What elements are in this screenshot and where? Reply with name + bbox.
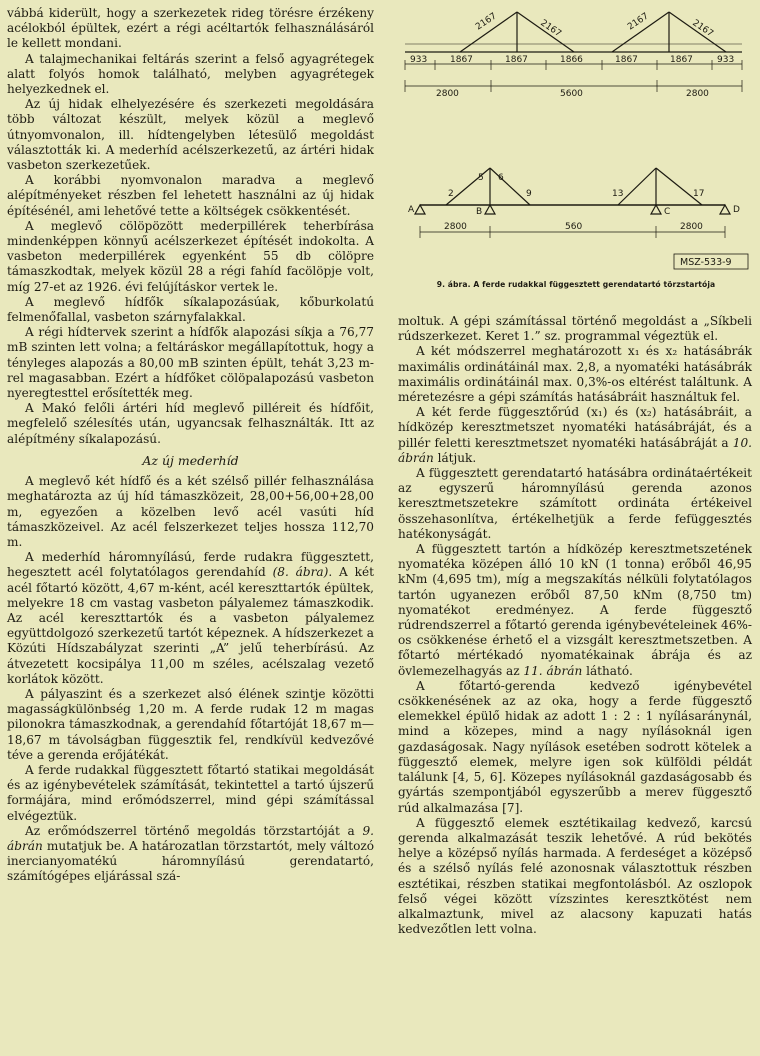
paragraph: A meglevő hídfők síkalapozásúak, kőburkolatú felmenőfallal, vasbeton szárnyfalakkal. [7, 294, 374, 325]
paragraph: A Makó felőli ártéri híd meglevő pilléreit és hídfőit, megfelelő szélesítés után, ugyancsak felhasználták. Itt az alépítmény síkalapozású. [7, 401, 374, 446]
figure-9-diagram [390, 0, 760, 300]
paragraph [398, 542, 752, 679]
dim-label: 1866 [560, 55, 583, 65]
dim-label: 1867 [505, 55, 528, 65]
node-number: 17 [693, 189, 705, 199]
paragraph: vábbá kiderült, hogy a szerkezetek rideg törésre érzékeny acélokból épültek, ezért a régi acéltartók felhasználásáról le kellett mondani. [7, 6, 374, 51]
node-number: 9 [526, 189, 532, 199]
text-run: látjuk. [433, 450, 477, 465]
figure-reference: 9. ábrán [7, 823, 374, 853]
node-number: 2 [448, 189, 454, 199]
support-label: D [733, 205, 740, 215]
support-symbol [720, 205, 730, 214]
text-run: . A két acél főtartó között, 4,67 m-ként, acél kereszttartók épültek, melyekre 18 cm vastag vasbeton pályalemez támaszkodik. Az acél kereszttartók és a vasbeton pályalemez együttdolgozó szerkezetű tartót képeznek. A hídszerkezet a Közúti Hídszabályzat szerinti „A” jelű teherbírású. Az átvezetett kocsipálya 11,00 m széles, acélszalag vezető korlátok között. [7, 565, 374, 686]
support-symbol [651, 205, 661, 214]
dim-label: 933 [717, 55, 735, 65]
paragraph: A főtartó-gerenda kedvező igénybevétel csökkenésének az az oka, hogy a ferde függesztő elemekkel épülő hidak az adott 1 : 2 : 1 nyílásaránynál, mind a közepes, mind a nagy nyílásoknál igen gazdaságosak. Nagy nyílások esetében sodrott kötelek a függesztő elemek, melyre igen sok külföldi példát találunk [4, 5, 6]. Közepes nyílásoknál gazdaságosabb és gyártás szempontjából egyszerűbb a merev függesztő rúd alkalmazása [7]. [398, 678, 752, 815]
text-run: mutatjuk be. A határozatlan törzstartót, mely változó inercianyomatékú háromnyílású gerendatartó, számítógépes eljárással szá- [7, 838, 374, 884]
paragraph: A függesztett gerendatartó hatásábra ordinátaértékeit az egyszerű háromnyílású gerenda azonos keresztmetszetekre számított ordináta értékeivel összehasonlítva, értékelhetjük a ferde fefüggesztés hatékonyságát. [398, 466, 752, 541]
dim-label: 2167 [690, 18, 715, 40]
support-label: B [476, 207, 483, 217]
dim-label: 2167 [538, 18, 563, 40]
dim-label: 1867 [450, 55, 473, 65]
dim-label: 5600 [560, 89, 583, 99]
paragraph: Az új hidak elhelyezésére és szerkezeti megoldására több változat készült, melyek közül a meglevő útnyomvonalon, ill. hídtengelyben létesülő megoldást választották ki. A mederhíd acélszerkezetű, az ártéri hidak vasbeton szerkezetűek. [7, 97, 374, 173]
paragraph [7, 824, 374, 885]
dim-label: 1867 [670, 55, 693, 65]
dim-label: 2800 [436, 89, 459, 99]
text-run: látható. [582, 663, 633, 678]
paragraph: A régi hídtervek szerint a hídfők alapozási síkja a 76,77 mB szinten lett volna; a feltáráskor megállapítottuk, hogy a tényleges alapozás a 80,00 mB szinten épült, tehát 3,23 m-rel magasabban. Ezért a hídfőket cölöpalapozású vasbeton nyeregtesttel erősítették meg. [7, 325, 374, 401]
dim-label: 933 [410, 55, 428, 65]
section-heading: Az új mederhíd [142, 452, 239, 468]
paragraph: A pályaszint és a szerkezet alsó élének szintje közötti magasságkülönbség 1,20 m. A ferde rudak 12 m magas pilonokra támaszkodnak, a gerendahíd főtartóját 18,67 m—18,67 m távolságban függesztik fel, rendkívül kedvezővé téve a gerenda erőjátékát. [7, 686, 374, 762]
figure-reference: (8. ábra) [272, 565, 329, 580]
support-symbol [485, 205, 495, 214]
hanger-rod [656, 168, 705, 205]
dim-label: 2800 [686, 89, 709, 99]
hanger-rod [517, 12, 574, 52]
support-label: A [408, 205, 415, 215]
paragraph: moltuk. A gépi számítással történő megoldást a „Síkbeli rúdszerkezet. Keret 1.” sz. programmal végeztük el. [398, 314, 752, 344]
dim-label: 2167 [626, 11, 651, 33]
dim-label: 2167 [474, 11, 499, 33]
paragraph [7, 550, 374, 687]
structural-drawing [390, 0, 760, 280]
text-run: A függesztett tartón a hídközép keresztmetszetének nyomatéka középen álló 10 kN (1 tonna) erőből 46,95 kNm (4,695 tm), míg a megszakítás nélküli folytatólagos tartón ugyanezen erőből 87,50 kNm (8,750 tm) nyomatékot eredményez. A ferde függesztő rúdrendszerrel a főtartó gerenda igénybevételeinek 46%-os csökkenése érhető el a vizsgált keresztmetszetben. A főtartó mértékadó nyomatékainak ábrája és az övlemezelhagyás az [398, 542, 752, 678]
support-label: C [664, 207, 671, 217]
paragraph: A két módszerrel meghatározott x₁ és x₂ hatásábrák maximális ordinátáinál max. 2,8, a nyomatéki hatásábrák maximális ordinátáinál max. 0,3%-os eltérést találtunk. A méretezésre a gépi számítás hatásábráit használtuk fel. [398, 344, 752, 405]
node-number: 5 [478, 173, 484, 183]
dim-label: 560 [565, 222, 583, 232]
dim-label: 1867 [615, 55, 638, 65]
stamp-label: MSZ-533-9 [680, 257, 732, 268]
figure-reference: 11. ábrán [523, 663, 583, 678]
dim-label: 2800 [444, 222, 467, 232]
hanger-rod [669, 12, 726, 52]
left-text-column [7, 6, 374, 885]
paragraph: A ferde rudakkal függesztett főtartó statikai megoldását és az igénybevételek számítását, tekintettel a tartó újszerű formájára, mind erőmódszerrel, mind gépi számítással elvégeztük. [7, 762, 374, 823]
paragraph: A korábbi nyomvonalon maradva a meglevő alépítményeket részben fel lehetett használni az új hidak építésénél, ami lehetővé tette a költségek csökkentését. [7, 173, 374, 218]
paragraph: A talajmechanikai feltárás szerint a felső agyagrétegek alatt folyós homok található, melyben agyagrétegek helyezkednek el. [7, 51, 374, 97]
figure-caption: 9. ábra. A ferde rudakkal függesztett gerendatartó törzstartója [436, 280, 716, 289]
dim-label: 2800 [680, 222, 703, 232]
right-text-column [398, 314, 752, 937]
text-run: Az erőmódszerrel történő megoldás törzstartóját a [25, 823, 363, 838]
figure-reference: 10. ábrán [398, 435, 752, 465]
text-run: A mederhíd háromnyílású, ferde rudakra függesztett, hegesztett acél folytatólagos gerendahíd [7, 550, 374, 580]
paragraph: A függesztő elemek esztétikailag kedvező, karcsú gerenda alkalmazását teszik lehetővé. A rúd bekötés helye a középső nyílás harmada. A ferdeséget a középső és a szélső nyílás felé azonosnak választottuk részben esztétikai, részben statikai megfontolásból. Az oszlopok felső végei között vízszintes keresztkötést nem alkalmaztunk, mivel az alacsony kapuzati hatás kedvezőtlen lett volna. [398, 815, 752, 937]
node-number: 6 [498, 173, 504, 183]
paragraph: A meglevő két hídfő és a két szélső pillér felhasználása meghatározta az új híd támaszközeit, 28,00+56,00+28,00 m, egyezően a közelben levő acél vasúti híd támaszközeivel. Az acél felszerkezet teljes hossza 112,70 m. [7, 474, 374, 549]
paragraph [398, 405, 752, 466]
support-symbol [415, 205, 425, 214]
hanger-rod [618, 168, 656, 205]
node-number: 13 [612, 189, 624, 199]
hanger-rod [490, 168, 530, 205]
text-run: A két ferde függesztőrúd (x₁) és (x₂) hatásábráit, a hídközép keresztmetszet nyomatéki hatásábráját, és a pillér feletti keresztmetszet nyomatéki hatásábráját a [398, 405, 752, 450]
paragraph: A meglevő cölöpözött mederpillérek teherbírása mindenképpen könnyű acélszerkezet építését indokolta. A vasbeton mederpillérek egyenként 55 db cölöpre támaszkodtak, melyek közül 28 a régi fahíd facölöpje volt, míg 27-et az 1926. évi felújításkor vertek le. [7, 218, 374, 294]
